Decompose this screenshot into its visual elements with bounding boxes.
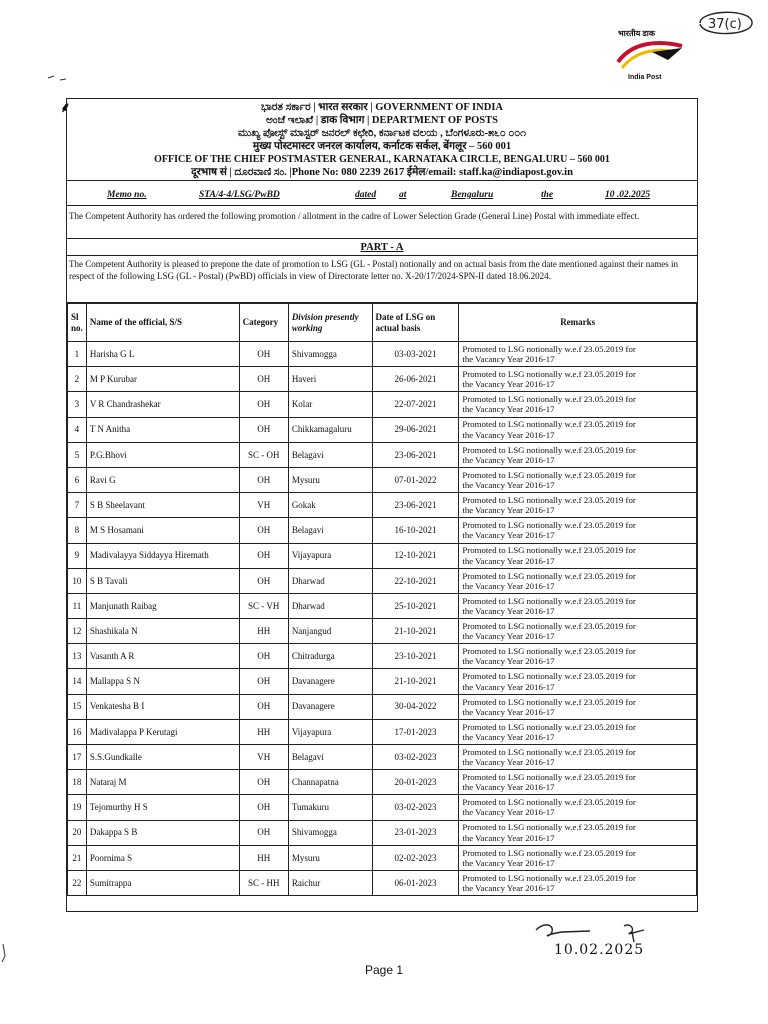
row-name: P.G.Bhovi — [86, 442, 239, 467]
row-date: 03-03-2021 — [372, 342, 459, 367]
row-category: HH — [239, 619, 288, 644]
remark-line-1: Promoted to LSG notionally w.e.f 23.05.2019 for — [462, 772, 636, 783]
stamp-mark-text: 37(c) — [708, 17, 742, 32]
row-sl: 11 — [68, 593, 87, 618]
logo-english-text: India Post — [628, 74, 662, 81]
remark-line-2: the Vacancy Year 2016-17 — [462, 379, 555, 390]
header-category: Category — [239, 304, 288, 342]
row-date: 03-02-2023 — [372, 795, 459, 820]
row-division: Kolar — [288, 392, 372, 417]
remark-line-2: the Vacancy Year 2016-17 — [462, 530, 555, 541]
remark-line-1: Promoted to LSG notionally w.e.f 23.05.2019 for — [462, 495, 636, 506]
letterhead — [67, 99, 697, 181]
remark-line-2: the Vacancy Year 2016-17 — [462, 605, 555, 616]
row-date: 22-10-2021 — [372, 568, 459, 593]
row-sl: 12 — [68, 619, 87, 644]
row-name: Madivalappa P Kerutagi — [86, 719, 239, 744]
part-paragraph: The Competent Authority is pleased to prepone the date of promotion to LSG (GL - Postal) notionally and on actual basis from the date mentioned against their names in respect of the following LSG (GL - Postal) (PwBD) officials in view of Directorate letter no. X-20/17/2024-SPN-II dated 18.06.2024. — [67, 256, 697, 303]
row-name: Vasanth A R — [86, 644, 239, 669]
row-name: Venkatesha B I — [86, 694, 239, 719]
remark-line-1: Promoted to LSG notionally w.e.f 23.05.2019 for — [462, 620, 636, 631]
row-division: Raichur — [288, 870, 372, 895]
remark-line-1: Promoted to LSG notionally w.e.f 23.05.2019 for — [462, 394, 636, 405]
row-remarks — [459, 719, 697, 744]
promotion-table — [67, 303, 697, 896]
row-remarks — [459, 467, 697, 492]
handwritten-circle-mark — [694, 4, 756, 42]
row-name: S B Sheelavant — [86, 493, 239, 518]
table-row — [68, 568, 697, 593]
row-division: Tumakuru — [288, 795, 372, 820]
remark-line-1: Promoted to LSG notionally w.e.f 23.05.2019 for — [462, 520, 636, 531]
row-name: Tejomurthy H S — [86, 795, 239, 820]
row-remarks — [459, 795, 697, 820]
table-row — [68, 719, 697, 744]
row-name: Harisha G L — [86, 342, 239, 367]
row-sl: 18 — [68, 770, 87, 795]
row-category: OH — [239, 467, 288, 492]
row-category: SC - OH — [239, 442, 288, 467]
memo-number: STA/4-4/LSG/PwBD — [199, 190, 280, 200]
remark-line-1: Promoted to LSG notionally w.e.f 23.05.2019 for — [462, 847, 636, 858]
row-category: OH — [239, 770, 288, 795]
memo-dated-label: dated — [355, 190, 377, 200]
table-row — [68, 619, 697, 644]
header-line-government: ಭಾರತ ಸರ್ಕಾರ | भारत सरकार | GOVERNMENT OF INDIA — [261, 102, 503, 113]
row-date: 23-06-2021 — [372, 493, 459, 518]
row-division: Belagavi — [288, 745, 372, 770]
remark-line-2: the Vacancy Year 2016-17 — [462, 480, 555, 491]
row-sl: 1 — [68, 342, 87, 367]
row-remarks — [459, 367, 697, 392]
row-date: 23-06-2021 — [372, 442, 459, 467]
row-category: VH — [239, 745, 288, 770]
row-date: 21-10-2021 — [372, 619, 459, 644]
row-remarks — [459, 493, 697, 518]
memo-place: Bengaluru — [451, 190, 494, 200]
row-name: V R Chandrashekar — [86, 392, 239, 417]
remark-line-2: the Vacancy Year 2016-17 — [462, 505, 555, 516]
row-date: 17-01-2023 — [372, 719, 459, 744]
row-division: Vijayapura — [288, 719, 372, 744]
table-row — [68, 543, 697, 568]
row-division: Chikkamagaluru — [288, 417, 372, 442]
table-row — [68, 669, 697, 694]
logo-hindi-text: भारतीय डाक — [618, 29, 655, 38]
row-sl: 14 — [68, 669, 87, 694]
row-remarks — [459, 845, 697, 870]
remark-line-1: Promoted to LSG notionally w.e.f 23.05.2019 for — [462, 721, 636, 732]
row-sl: 7 — [68, 493, 87, 518]
row-remarks — [459, 669, 697, 694]
remark-line-2: the Vacancy Year 2016-17 — [462, 354, 555, 365]
row-remarks — [459, 644, 697, 669]
row-sl: 9 — [68, 543, 87, 568]
remark-line-2: the Vacancy Year 2016-17 — [462, 883, 555, 894]
row-category: OH — [239, 342, 288, 367]
remark-line-2: the Vacancy Year 2016-17 — [462, 404, 555, 415]
row-division: Shivamogga — [288, 342, 372, 367]
row-remarks — [459, 568, 697, 593]
row-name: M S Hosamani — [86, 518, 239, 543]
row-sl: 8 — [68, 518, 87, 543]
remark-line-2: the Vacancy Year 2016-17 — [462, 731, 555, 742]
memo-date: 10 .02.2025 — [605, 190, 651, 200]
row-sl: 19 — [68, 795, 87, 820]
memo-at-label: at — [399, 190, 407, 200]
remark-line-1: Promoted to LSG notionally w.e.f 23.05.2019 for — [462, 797, 636, 808]
remark-line-1: Promoted to LSG notionally w.e.f 23.05.2019 for — [462, 872, 636, 883]
row-name: Dakappa S B — [86, 820, 239, 845]
header-date: Date of LSG on actual basis — [372, 304, 459, 342]
row-division: Dharwad — [288, 568, 372, 593]
remark-line-2: the Vacancy Year 2016-17 — [462, 580, 555, 591]
remark-line-1: Promoted to LSG notionally w.e.f 23.05.2019 for — [462, 746, 636, 757]
row-name: S B Tavali — [86, 568, 239, 593]
page-number: Page 1 — [364, 963, 404, 977]
table-row — [68, 644, 697, 669]
table-row — [68, 367, 697, 392]
header-line-contact: दूरभाष सं | ದೂರವಾಣಿ ಸಂ. |Phone No: 080 2239 2617 ईमेल/email: staff.ka@indiapost.gov.in — [191, 167, 573, 178]
row-date: 12-10-2021 — [372, 543, 459, 568]
table-row — [68, 467, 697, 492]
row-sl: 22 — [68, 870, 87, 895]
row-name: Madivalayya Siddayya Hiremath — [86, 543, 239, 568]
row-date: 23-01-2023 — [372, 820, 459, 845]
row-date: 30-04-2022 — [372, 694, 459, 719]
row-remarks — [459, 518, 697, 543]
row-remarks — [459, 417, 697, 442]
row-division: Chitradurga — [288, 644, 372, 669]
remark-line-2: the Vacancy Year 2016-17 — [462, 681, 555, 692]
row-sl: 13 — [68, 644, 87, 669]
memo-the-label: the — [541, 190, 554, 200]
row-sl: 6 — [68, 467, 87, 492]
remark-line-2: the Vacancy Year 2016-17 — [462, 706, 555, 717]
row-remarks — [459, 442, 697, 467]
remark-line-1: Promoted to LSG notionally w.e.f 23.05.2019 for — [462, 444, 636, 455]
row-division: Belagavi — [288, 518, 372, 543]
header-line-department: ಅಂಚೆ ಇಲಾಖೆ | डाक विभाग | DEPARTMENT OF POSTS — [266, 115, 498, 126]
remark-line-1: Promoted to LSG notionally w.e.f 23.05.2019 for — [462, 822, 636, 833]
row-date: 06-01-2023 — [372, 870, 459, 895]
header-line-kannada-office: ಮುಖ್ಯ ಪೋಸ್ಟ್ ಮಾಸ್ಟರ್ ಜನರಲ್ ಕಛೇರಿ, ಕರ್ನಾಟಕ ವಲಯ , ಬೆಂಗಳೂರು-೫೬೦ ೦೦೧ — [237, 128, 527, 139]
signature-date: 10.02.2025 — [554, 942, 645, 958]
header-name: Name of the official, S/S — [86, 304, 239, 342]
remark-line-1: Promoted to LSG notionally w.e.f 23.05.2019 for — [462, 469, 636, 480]
row-remarks — [459, 593, 697, 618]
row-remarks — [459, 745, 697, 770]
header-line-english-office: OFFICE OF THE CHIEF POSTMASTER GENERAL, KARNATAKA CIRCLE, BENGALURU – 560 001 — [154, 154, 610, 165]
memo-label: Memo no. — [107, 190, 147, 200]
row-date: 02-02-2023 — [372, 845, 459, 870]
remark-line-2: the Vacancy Year 2016-17 — [462, 555, 555, 566]
remark-line-1: Promoted to LSG notionally w.e.f 23.05.2019 for — [462, 595, 636, 606]
row-name: Shashikala N — [86, 619, 239, 644]
india-post-logo — [612, 28, 692, 84]
remark-line-2: the Vacancy Year 2016-17 — [462, 656, 555, 667]
row-category: OH — [239, 367, 288, 392]
row-category: SC - VH — [239, 593, 288, 618]
remark-line-1: Promoted to LSG notionally w.e.f 23.05.2019 for — [462, 545, 636, 556]
memo-line — [67, 181, 697, 206]
margin-marker: ⸙ — [60, 100, 71, 116]
row-division: Mysuru — [288, 845, 372, 870]
row-sl: 5 — [68, 442, 87, 467]
row-name: Sumitrappa — [86, 870, 239, 895]
row-sl: 21 — [68, 845, 87, 870]
row-remarks — [459, 392, 697, 417]
remark-line-1: Promoted to LSG notionally w.e.f 23.05.2019 for — [462, 696, 636, 707]
row-category: OH — [239, 417, 288, 442]
row-category: SC - HH — [239, 870, 288, 895]
row-sl: 3 — [68, 392, 87, 417]
remark-line-2: the Vacancy Year 2016-17 — [462, 857, 555, 868]
remark-line-2: the Vacancy Year 2016-17 — [462, 757, 555, 768]
remark-line-1: Promoted to LSG notionally w.e.f 23.05.2019 for — [462, 646, 636, 657]
table-row — [68, 342, 697, 367]
remark-line-2: the Vacancy Year 2016-17 — [462, 782, 555, 793]
header-sl: Sl no. — [68, 304, 87, 342]
row-date: 21-10-2021 — [372, 669, 459, 694]
row-date: 16-10-2021 — [372, 518, 459, 543]
memo-document — [66, 98, 698, 912]
row-sl: 17 — [68, 745, 87, 770]
row-category: OH — [239, 518, 288, 543]
row-date: 23-10-2021 — [372, 644, 459, 669]
table-row — [68, 694, 697, 719]
row-name: M P Kurubar — [86, 367, 239, 392]
row-category: HH — [239, 845, 288, 870]
row-division: Belagavi — [288, 442, 372, 467]
table-row — [68, 870, 697, 895]
row-category: OH — [239, 694, 288, 719]
row-sl: 15 — [68, 694, 87, 719]
remark-line-1: Promoted to LSG notionally w.e.f 23.05.2019 for — [462, 671, 636, 682]
row-category: OH — [239, 392, 288, 417]
row-sl: 10 — [68, 568, 87, 593]
table-row — [68, 795, 697, 820]
intro-paragraph: The Competent Authority has ordered the following promotion / allotment in the cadre of Lower Selection Grade (General Line) Postal with immediate effect. — [67, 206, 697, 239]
row-division: Shivamogga — [288, 820, 372, 845]
table-row — [68, 417, 697, 442]
row-category: OH — [239, 568, 288, 593]
header-division: Division presently working — [288, 304, 372, 342]
row-division: Nanjangud — [288, 619, 372, 644]
remark-line-2: the Vacancy Year 2016-17 — [462, 454, 555, 465]
table-row — [68, 518, 697, 543]
table-row — [68, 392, 697, 417]
part-title: PART - A — [67, 239, 697, 256]
row-remarks — [459, 342, 697, 367]
row-division: Channapatna — [288, 770, 372, 795]
row-category: VH — [239, 493, 288, 518]
table-row — [68, 770, 697, 795]
remark-line-1: Promoted to LSG notionally w.e.f 23.05.2019 for — [462, 419, 636, 430]
header-remarks: Remarks — [459, 304, 697, 342]
remark-line-2: the Vacancy Year 2016-17 — [462, 807, 555, 818]
remark-line-1: Promoted to LSG notionally w.e.f 23.05.2019 for — [462, 369, 636, 380]
row-date: 25-10-2021 — [372, 593, 459, 618]
remark-line-1: Promoted to LSG notionally w.e.f 23.05.2019 for — [462, 343, 636, 354]
row-name: T N Anitha — [86, 417, 239, 442]
row-division: Vijayapura — [288, 543, 372, 568]
row-category: HH — [239, 719, 288, 744]
table-row — [68, 442, 697, 467]
row-date: 22-07-2021 — [372, 392, 459, 417]
row-division: Dharwad — [288, 593, 372, 618]
row-name: Ravi G — [86, 467, 239, 492]
row-date: 29-06-2021 — [372, 417, 459, 442]
table-header-row — [68, 304, 697, 342]
row-sl: 20 — [68, 820, 87, 845]
row-sl: 4 — [68, 417, 87, 442]
row-division: Mysuru — [288, 467, 372, 492]
row-date: 07-01-2022 — [372, 467, 459, 492]
india-post-logo-icon — [612, 36, 692, 76]
table-row — [68, 593, 697, 618]
pen-scribble — [46, 70, 76, 84]
row-category: OH — [239, 644, 288, 669]
row-division: Davanagere — [288, 669, 372, 694]
row-category: OH — [239, 820, 288, 845]
row-division: Davanagere — [288, 694, 372, 719]
table-row — [68, 493, 697, 518]
row-remarks — [459, 820, 697, 845]
row-division: Gokak — [288, 493, 372, 518]
header-line-hindi-office: मुख्य पोस्टमास्टर जनरल कार्यालय, कर्नाटक सर्कल, बेंगलूर – 560 001 — [252, 141, 512, 152]
row-category: OH — [239, 795, 288, 820]
row-date: 03-02-2023 — [372, 745, 459, 770]
row-name: Poornima S — [86, 845, 239, 870]
row-sl: 2 — [68, 367, 87, 392]
remark-line-2: the Vacancy Year 2016-17 — [462, 631, 555, 642]
row-division: Haveri — [288, 367, 372, 392]
table-row — [68, 820, 697, 845]
row-category: OH — [239, 543, 288, 568]
row-remarks — [459, 694, 697, 719]
row-name: S.S.Gundkalle — [86, 745, 239, 770]
remark-line-2: the Vacancy Year 2016-17 — [462, 832, 555, 843]
table-row — [68, 845, 697, 870]
remark-line-1: Promoted to LSG notionally w.e.f 23.05.2019 for — [462, 570, 636, 581]
table-row — [68, 745, 697, 770]
row-date: 26-06-2021 — [372, 367, 459, 392]
row-name: Manjunath Raibag — [86, 593, 239, 618]
row-remarks — [459, 619, 697, 644]
row-category: OH — [239, 669, 288, 694]
row-name: Nataraj M — [86, 770, 239, 795]
row-remarks — [459, 770, 697, 795]
row-sl: 16 — [68, 719, 87, 744]
row-remarks — [459, 543, 697, 568]
row-name: Mallappa S N — [86, 669, 239, 694]
row-date: 20-01-2023 — [372, 770, 459, 795]
row-remarks — [459, 870, 697, 895]
remark-line-2: the Vacancy Year 2016-17 — [462, 429, 555, 440]
